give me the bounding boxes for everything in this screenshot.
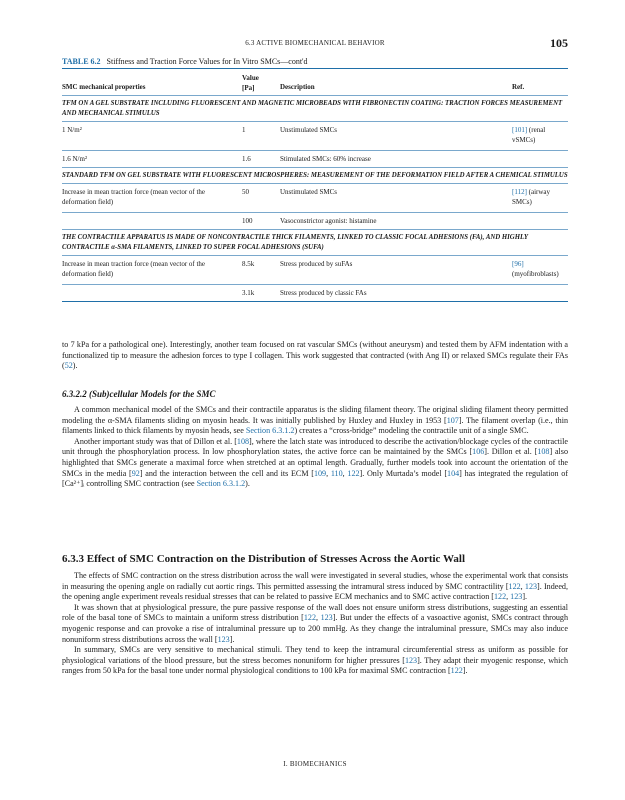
running-head-section: 6.3 ACTIVE BIOMECHANICAL BEHAVIOR	[245, 39, 385, 47]
page-footer: I. BIOMECHANICS	[283, 760, 347, 768]
citation-link[interactable]: 123	[404, 655, 418, 665]
table-row	[62, 213, 568, 229]
citation-link[interactable]: 122	[493, 592, 507, 602]
text-run: In summary, SMCs are very sensitive to mechanical stimuli. They tend to keep the intramural circumferential stress as uniform as possible for physiological variations of the blood pressure, but the stress becomes nonuniform for higher pressures [	[62, 645, 568, 665]
citation-link[interactable]: 123	[320, 613, 333, 623]
table-group-title: STANDARD TFM ON GEL SUBSTRATE WITH FLUORESCENT MICROSPHERES: MEASUREMENT OF THE DEFORMATION FIELD AFTER A CHEMICAL STIMULUS	[62, 172, 568, 179]
cell-value: 1.6	[242, 155, 251, 163]
text-run: Another important study was that of Dillon et al. [	[74, 436, 237, 446]
text-run: ,	[326, 468, 331, 478]
cell-value: 8.5k	[242, 260, 255, 268]
table-caption	[62, 57, 568, 66]
cell-property: Increase in mean traction force (mean vector of the deformation field)	[62, 188, 206, 206]
text-run: ]. Dillon et al. [	[484, 447, 538, 457]
text-run: ]. But under the effects of a vasoactive agonist, SMCs contract through myogenic response and can provoke a rise of intraluminal pressure up to 200 mmHg. As they change the intraluminal pressure, SMCs may also induce nonuniform stress distributions across the wall [	[62, 613, 569, 644]
table-row	[62, 184, 568, 212]
ref-note: (renal vSMCs)	[512, 126, 546, 144]
section-link[interactable]: Section 6.3.1.2	[196, 479, 246, 489]
table-row	[62, 151, 568, 167]
table-group-title: THE CONTRACTILE APPARATUS IS MADE OF NONCONTRACTILE THICK FILAMENTS, LINKED TO CLASSIC FOCAL ADHESIONS (FA), AND HIGHLY CONTRACTILE α-SMA FILAMENTS, LINKED TO SUPER FOCAL ADHESIONS (SUFA)	[62, 234, 528, 251]
text-run: ]. Only Murtada’s model [	[359, 468, 448, 478]
page-number: 105	[550, 36, 568, 50]
citation-link[interactable]: 106	[472, 447, 485, 457]
cell-ref	[512, 125, 570, 145]
citation-link[interactable]: 123	[510, 592, 523, 602]
citation-link[interactable]: 110	[330, 468, 343, 478]
text-run: ].	[462, 666, 468, 676]
text-run: ]. Indeed, the opening angle experiment reveals residual stresses that can be related to passive ECM mechanics and to SMC active contraction [	[62, 581, 568, 602]
data-table	[62, 68, 568, 302]
paragraph	[62, 340, 568, 372]
text-run: ] has integrated the regulation of [Ca²⁺]ᵢ controlling SMC contraction (see	[62, 468, 569, 489]
text-run: ,	[506, 592, 511, 602]
col-header-value	[242, 73, 282, 93]
cell-value: 3.1k	[242, 289, 255, 297]
cell-value: 100	[242, 217, 253, 225]
section-heading: 6.3.3 Effect of SMC Contraction on the Distribution of Stresses Across the Aortic Wall	[62, 553, 465, 565]
cell-value: 50	[242, 188, 249, 196]
ref-note: (myofibroblasts)	[512, 270, 559, 278]
citation-link[interactable]: 123	[217, 634, 230, 644]
table-row	[62, 122, 568, 150]
col-header-description: Description	[280, 83, 315, 91]
running-head	[62, 36, 568, 50]
citation-link[interactable]: 123	[524, 581, 538, 591]
cell-property: Increase in mean traction force (mean vector of the deformation field)	[62, 260, 206, 278]
citation-link[interactable]: 92	[131, 468, 140, 478]
text-run: ], where the latch state was introduced to describe the activation/blockage cycles of the contractile unit through the phosphorylation process. In low phosphorylation states, the active force can be maintained by the SMCs [	[62, 436, 568, 457]
cell-description: Vasoconstrictor agonist: histamine	[280, 217, 377, 225]
text-run: It was shown that at physiological pressure, the pure passive response of the wall does not ensure uniform stress distributions, suggesting an essential role of the basal tone of SMCs to maintain a uniform stress distribution [	[62, 602, 568, 623]
citation-link[interactable]: 108	[236, 436, 250, 446]
paragraph	[62, 571, 568, 677]
cell-ref	[512, 259, 570, 279]
text-run: ].	[229, 634, 235, 644]
citation-link[interactable]: 108	[537, 447, 550, 457]
text-run: ).	[245, 479, 250, 489]
cell-property: 1.6 N/m²	[62, 155, 88, 163]
cell-property: 1 N/m²	[62, 126, 82, 134]
text-run: ]. The filament overlap (i.e., thin filaments linked to thick filaments by myosin heads, see	[62, 415, 568, 436]
text-run: ].	[522, 592, 528, 602]
citation-link[interactable]: 109	[313, 468, 327, 478]
cell-description: Unstimulated SMCs	[280, 188, 337, 196]
citation-link[interactable]: 122	[508, 581, 521, 591]
citation-link[interactable]: 122	[303, 613, 317, 623]
ref-note: (airway SMCs)	[512, 188, 551, 206]
text-run: ] also highlighted that SMCs generate a maximal force when stretched at an optimal length. Gradually, further models took into account the orientation of the SMCs in the media [	[62, 447, 568, 478]
text-run: ]. They adapt their myogenic response, which ranges from 50 kPa for the basal tone under normal physiological conditions to 100 kPa for maximal SMC contraction [	[62, 655, 568, 676]
text-run: ] and the interaction between the cell and its ECM [	[139, 468, 314, 478]
ref-link[interactable]: [96]	[512, 260, 524, 268]
cell-value: 1	[242, 126, 246, 134]
col-header-value-top: Value	[242, 74, 259, 82]
table-header-row	[62, 69, 568, 95]
text-run: ,	[316, 613, 321, 623]
text-run: ) creates a “cross-bridge” modeling the contractile unit of a single SMC.	[294, 426, 529, 436]
cell-description: Stimulated SMCs: 60% increase	[280, 155, 371, 163]
paragraph	[62, 405, 568, 490]
text-run: ).	[72, 361, 78, 371]
citation-link[interactable]: 104	[447, 468, 460, 478]
table-group-title: TFM ON A GEL SUBSTRATE INCLUDING FLUORESCENT AND MAGNETIC MICROBEADS WITH FIBRONECTIN COATING: TRACTION FORCES MEASUREMENT AND MECHANICAL STIMULUS	[62, 100, 563, 117]
cell-description: Unstimulated SMCs	[280, 126, 337, 134]
citation-link[interactable]: 122	[450, 666, 463, 676]
text-run: to 7 kPa for a pathological one). Interestingly, another team focused on rat vascular SMCs (without aneurysm) and tested them by AFM indentation with a functionalized tip to measure the adhesion forces to type I collagen. This work suggested that contracted (with Ang II) or relaxed SMCs regulate their FAs (	[62, 340, 568, 371]
col-header-ref: Ref.	[512, 83, 525, 91]
col-header-property: SMC mechanical properties	[62, 83, 146, 91]
table-bottom-rule	[62, 301, 568, 302]
citation-link[interactable]: 122	[347, 468, 360, 478]
table-row	[62, 256, 568, 284]
text-run: ,	[520, 581, 525, 591]
subsection-heading: 6.3.2.2 (Sub)cellular Models for the SMC	[62, 389, 216, 399]
table-caption-text: Stiffness and Traction Force Values for In Vitro SMCs—cont'd	[106, 57, 308, 66]
cell-description: Stress produced by suFAs	[280, 260, 353, 268]
cell-ref	[512, 187, 570, 207]
table-row	[62, 285, 568, 301]
cell-description: Stress produced by classic FAs	[280, 289, 367, 297]
text-run: A common mechanical model of the SMCs and their contractile apparatus is the sliding filament theory. The original sliding filament theory permitted modeling the α-SMA filaments sliding on myosin heads. It was initially published by Huxley and Huxley in 1953 [	[62, 405, 568, 425]
section-link[interactable]: Section 6.3.1.2	[245, 426, 295, 436]
text-run: ,	[342, 468, 348, 478]
citation-link[interactable]: 52	[64, 361, 73, 371]
text-run: The effects of SMC contraction on the stress distribution across the wall were investigated in several studies, whose the experimental work that consists in measuring the opening angle on radially cut aortic rings. This permitted assessing the intramural stress induced by SMC contractility [	[62, 571, 568, 591]
table-label: TABLE 6.2	[62, 57, 101, 66]
ref-link[interactable]: [112]	[512, 188, 527, 196]
ref-link[interactable]: [101]	[512, 126, 528, 134]
col-header-value-unit: [Pa]	[242, 84, 255, 92]
citation-link[interactable]: 107	[446, 415, 459, 425]
